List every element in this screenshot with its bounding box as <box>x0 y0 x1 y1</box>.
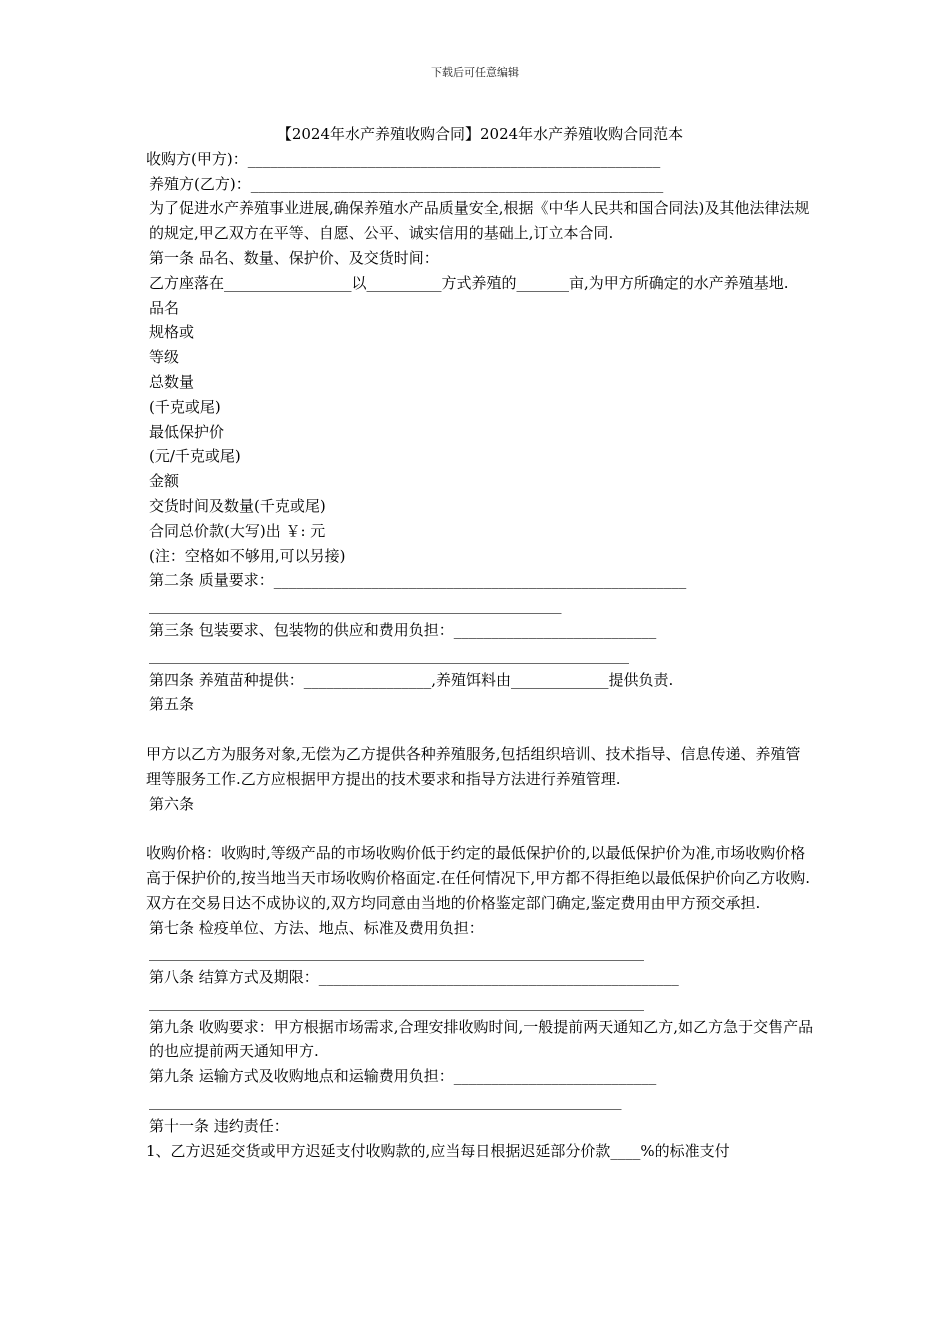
article-10: 第九条 运输方式及收购地点和运输费用负担：___________________________ <box>149 1067 657 1086</box>
article-6-body: 收购价格：收购时,等级产品的市场收购价低于约定的最低保护价的,以最低保护价为准,市场收购价格高于保护价的,按当地当天市场收购价格面定.在任何情况下,甲方都不得拒绝以最低保护价向乙方收购.双方在交易日达不成协议的,双方均同意由当地的价格鉴定部门确定,鉴定费用由甲方预交承担. <box>146 844 811 912</box>
table-item: 最低保护价 <box>149 422 225 441</box>
article-3: 第三条 包装要求、包装物的供应和费用负担：___________________________ <box>149 620 657 639</box>
article-4: 第四条 养殖苗种提供：_________________,养殖饵料由_____________提供负责. <box>149 670 674 689</box>
article-2-blank-line: _______________________________________________________ <box>149 596 562 615</box>
table-item: (注：空格如不够用,可以另接) <box>149 546 346 565</box>
intro-paragraph: 为了促进水产养殖事业进展,确保养殖水产品质量安全,根据《中华人民共和国合同法)及其他法律法规的规定,甲乙双方在平等、自愿、公平、诚实信用的基础上,订立本合同. <box>149 199 810 243</box>
article-1-body: 乙方座落在_________________以__________方式养殖的_______亩,为甲方所确定的水产养殖基地. <box>149 273 789 292</box>
contract-document <box>146 122 814 1163</box>
article-5-body: 甲方以乙方为服务对象,无偿为乙方提供各种养殖服务,包括组织培训、技术指导、信息传递、养殖管理等服务工作.乙方应根据甲方提出的技术要求和指导方法进行养殖管理. <box>146 744 801 788</box>
table-item: 合同总价款(大写)出 ￥: 元 <box>149 521 326 540</box>
table-item: 规格或 <box>149 323 195 342</box>
spacer <box>146 717 814 742</box>
article-8: 第八条 结算方式及期限：________________________________________________ <box>149 968 679 987</box>
article-2: 第二条 质量要求：_______________________________________________________ <box>149 571 687 590</box>
farmer-line: 养殖方(乙方)：_______________________________________________________ <box>149 174 664 193</box>
page-header: 下载后可任意编辑 <box>431 66 519 79</box>
article-11-title: 第十一条 违约责任： <box>149 1116 289 1135</box>
buyer-line: 收购方(甲方)：_______________________________________________________ <box>146 149 661 168</box>
document-title: 【2024年水产养殖收购合同】2024年水产养殖收购合同范本 <box>276 125 684 143</box>
article-6-title: 第六条 <box>149 794 195 813</box>
article-8-blank-line: __________________________________________________________________ <box>149 992 644 1011</box>
article-7-blank-line: __________________________________________________________________ <box>149 943 644 962</box>
article-7: 第七条 检疫单位、方法、地点、标准及费用负担： <box>149 918 484 937</box>
table-item: 品名 <box>149 298 180 317</box>
table-item: 等级 <box>149 348 180 367</box>
table-item: 金额 <box>149 472 180 491</box>
article-9: 第九条 收购要求：甲方根据市场需求,合理安排收购时间,一般提前两天通知乙方,如乙方急于交售产品的也应提前两天通知甲方. <box>149 1017 814 1061</box>
article-5-title: 第五条 <box>149 695 195 714</box>
article-1-title: 第一条 品名、数量、保护价、及交货时间： <box>149 248 439 267</box>
table-item: 交货时间及数量(千克或尾) <box>149 496 326 515</box>
article-11-item-1: 1、乙方迟延交货或甲方迟延支付收购款的,应当每日根据迟延部分价款____%的标准支付 <box>146 1141 730 1160</box>
spacer <box>146 816 814 841</box>
article-3-blank-line: ________________________________________________________________ <box>149 645 629 664</box>
table-item: (元/千克或尾) <box>149 447 241 466</box>
article-10-blank-line: _______________________________________________________________ <box>149 1092 622 1111</box>
table-item: 总数量 <box>149 372 195 391</box>
table-item: (千克或尾) <box>149 397 221 416</box>
